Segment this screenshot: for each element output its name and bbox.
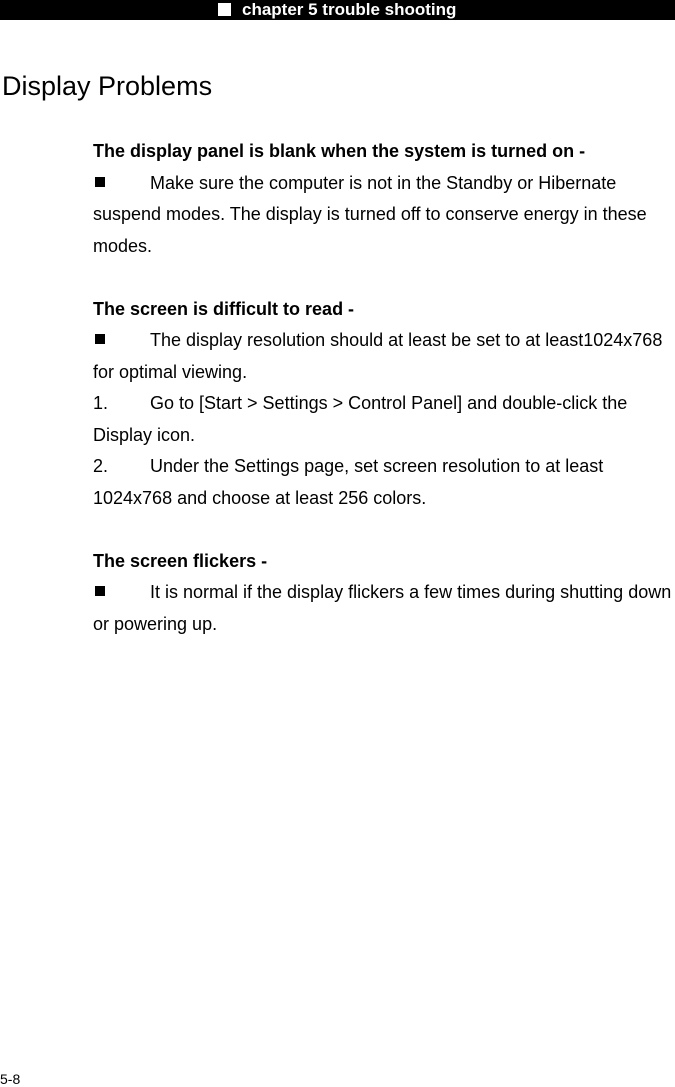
- step-text: Go to [Start > Settings > Control Panel] and double-click the Display icon.: [93, 393, 628, 445]
- chapter-header: [218, 0, 456, 20]
- square-bullet-icon: [95, 586, 105, 596]
- bullet-text: The display resolution should at least be set to at least1024x768 for optimal viewing.: [93, 330, 663, 382]
- step-number: 2.: [93, 456, 109, 476]
- spacer: [93, 262, 675, 294]
- topic-heading: The screen is difficult to read -: [93, 298, 355, 319]
- bullet-item: [93, 168, 675, 263]
- troubleshooting-content: [93, 136, 675, 640]
- bullet-marker: [93, 577, 150, 609]
- topic-heading: The screen flickers -: [93, 550, 268, 571]
- topic-blank-display: [93, 136, 675, 262]
- bullet-text: Make sure the computer is not in the Standby or Hibernate suspend modes. The display is turned off to conserve energy in these modes.: [93, 172, 647, 256]
- bullet-marker: [93, 168, 150, 200]
- topic-heading: The display panel is blank when the system is turned on -: [93, 141, 586, 161]
- topic-difficult-to-read: [93, 294, 675, 515]
- topic-screen-flickers: [93, 546, 675, 641]
- section-title: Display Problems: [2, 71, 213, 101]
- spacer: [93, 514, 675, 546]
- bullet-text: It is normal if the display flickers a few times during shutting down or powering up.: [93, 582, 672, 634]
- step-number: 1.: [93, 393, 109, 413]
- chapter-title: chapter 5 trouble shooting: [242, 0, 457, 19]
- square-bullet-icon: [95, 177, 105, 187]
- bullet-item: [93, 325, 675, 388]
- numbered-step: [93, 451, 675, 514]
- step-text: Under the Settings page, set screen resolution to at least 1024x768 and choose at least 256 colors.: [93, 456, 604, 508]
- chapter-header-bar: [0, 0, 675, 20]
- bullet-marker: [93, 325, 150, 357]
- page-number: 5-8: [0, 1071, 21, 1087]
- numbered-step: [93, 388, 675, 451]
- bullet-item: [93, 577, 675, 640]
- square-bullet-icon: [218, 3, 231, 16]
- square-bullet-icon: [95, 334, 105, 344]
